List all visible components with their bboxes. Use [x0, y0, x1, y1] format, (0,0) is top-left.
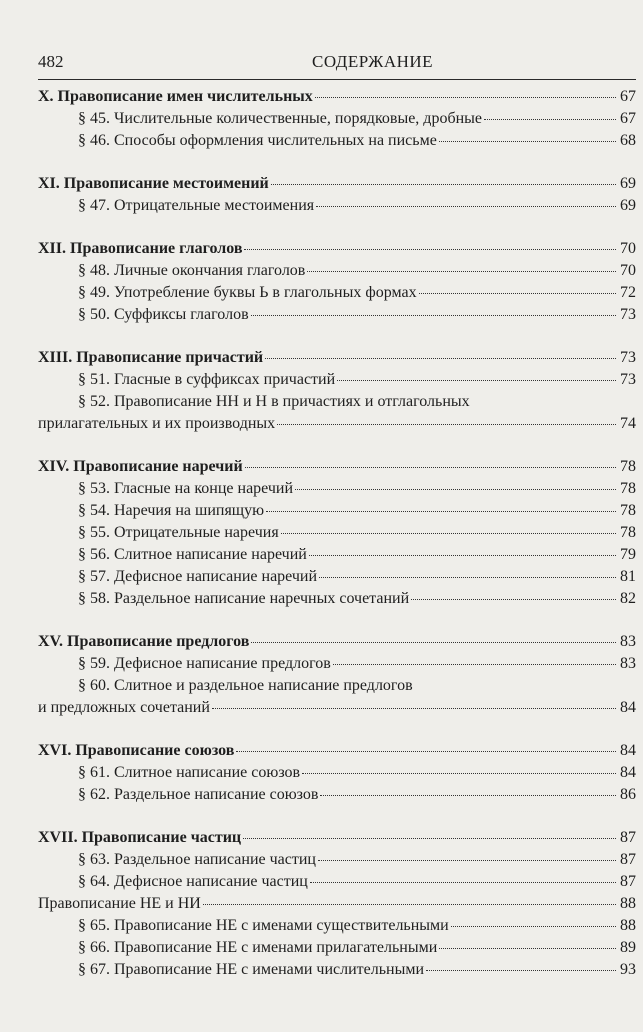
page-ref: 73	[620, 371, 636, 388]
dot-leader	[245, 466, 616, 468]
toc-entry[interactable]	[38, 544, 636, 566]
dot-leader	[337, 379, 616, 381]
chapter-title-text: XIII. Правописание причастий	[38, 349, 264, 366]
page-ref: 89	[620, 939, 636, 956]
page-ref: 67	[620, 88, 636, 105]
page-ref: 78	[620, 458, 636, 475]
dot-leader	[302, 772, 616, 774]
page-ref: 78	[620, 480, 636, 497]
table-of-contents	[38, 86, 636, 981]
page-ref: 73	[620, 349, 636, 366]
toc-entry[interactable]	[38, 675, 636, 697]
dot-leader	[318, 859, 616, 861]
dot-leader	[203, 903, 616, 905]
page-ref: 86	[620, 786, 636, 803]
dot-leader	[236, 750, 616, 752]
page-ref: 69	[620, 197, 636, 214]
entry-text: § 64. Дефисное написание частиц	[78, 873, 308, 890]
toc-section-xvi	[38, 740, 636, 806]
toc-chapter-title[interactable]	[38, 173, 636, 195]
chapter-title-text: XII. Правописание глаголов	[38, 240, 243, 257]
dot-leader	[243, 837, 616, 839]
toc-section-xiv	[38, 456, 636, 610]
dot-leader	[212, 707, 616, 709]
page-ref: 87	[620, 829, 636, 846]
toc-entry[interactable]	[38, 130, 636, 152]
entry-text: § 61. Слитное написание союзов	[78, 764, 301, 781]
dot-leader	[251, 641, 616, 643]
toc-entry[interactable]	[38, 522, 636, 544]
dot-leader	[411, 598, 616, 600]
chapter-title-text: XV. Правописание предлогов	[38, 633, 250, 650]
toc-section-x	[38, 86, 636, 152]
page-ref: 83	[620, 655, 636, 672]
page-ref: 84	[620, 742, 636, 759]
chapter-title-text: X. Правописание имен числительных	[38, 88, 313, 105]
dot-leader	[315, 96, 616, 98]
toc-chapter-title[interactable]	[38, 86, 636, 108]
page-ref: 84	[620, 764, 636, 781]
page-ref: 88	[620, 895, 636, 912]
toc-entry[interactable]	[38, 653, 636, 675]
dot-leader	[251, 314, 616, 316]
chapter-title-text: XVI. Правописание союзов	[38, 742, 235, 759]
entry-text: § 47. Отрицательные местоимения	[78, 197, 315, 214]
dot-leader	[277, 423, 616, 425]
toc-entry[interactable]	[38, 108, 636, 130]
page-ref: 87	[620, 873, 636, 890]
dot-leader	[426, 969, 616, 971]
toc-entry[interactable]	[38, 260, 636, 282]
page-ref: 84	[620, 699, 636, 716]
toc-entry[interactable]	[38, 282, 636, 304]
dot-leader	[281, 532, 616, 534]
toc-section-xi	[38, 173, 636, 217]
page-ref: 81	[620, 568, 636, 585]
chapter-title-text: XIV. Правописание наречий	[38, 458, 243, 475]
dot-leader	[310, 881, 616, 883]
entry-text: § 62. Раздельное написание союзов	[78, 786, 319, 803]
toc-chapter-title[interactable]	[38, 631, 636, 653]
toc-entry-continuation[interactable]	[38, 697, 636, 719]
toc-entry[interactable]	[38, 588, 636, 610]
entry-text: § 53. Гласные на конце наречий	[78, 480, 294, 497]
page-ref: 74	[620, 415, 636, 432]
toc-entry[interactable]	[38, 369, 636, 391]
toc-section-xvii	[38, 827, 636, 893]
entry-text: § 63. Раздельное написание частиц	[78, 851, 316, 868]
entry-text: § 48. Личные окончания глаголов	[78, 262, 306, 279]
entry-text: § 54. Наречия на шипящую	[78, 502, 265, 519]
dot-leader	[451, 925, 616, 927]
dot-leader	[271, 183, 616, 185]
page-ref: 69	[620, 175, 636, 192]
dot-leader	[295, 488, 616, 490]
dot-leader	[484, 118, 616, 120]
dot-leader	[316, 205, 616, 207]
page-ref: 87	[620, 851, 636, 868]
entry-text: § 58. Раздельное написание наречных сочетаний	[78, 590, 410, 607]
header-rule	[38, 79, 636, 80]
page-ref: 88	[620, 917, 636, 934]
entry-text: § 51. Гласные в суффиксах причастий	[78, 371, 336, 388]
page-header	[38, 50, 636, 74]
page-ref: 72	[620, 284, 636, 301]
page-ref: 78	[620, 524, 636, 541]
page-ref: 82	[620, 590, 636, 607]
running-title: СОДЕРЖАНИЕ	[312, 52, 434, 71]
dot-leader	[319, 576, 616, 578]
dot-leader	[266, 510, 616, 512]
toc-entry[interactable]	[38, 937, 636, 959]
dot-leader	[320, 794, 616, 796]
entry-text: § 50. Суффиксы глаголов	[78, 306, 249, 323]
toc-entry[interactable]	[38, 784, 636, 806]
toc-entry[interactable]	[38, 762, 636, 784]
page-ref: 93	[620, 961, 636, 978]
entry-text: прилагательных и их производных	[38, 415, 276, 432]
entry-text: § 66. Правописание НЕ с именами прилагательными	[78, 939, 438, 956]
toc-subsection-ne-ni	[38, 893, 636, 981]
toc-entry[interactable]	[38, 500, 636, 522]
page-ref: 83	[620, 633, 636, 650]
toc-entry[interactable]	[38, 304, 636, 326]
toc-chapter-title[interactable]	[38, 347, 636, 369]
entry-text: § 57. Дефисное написание наречий	[78, 568, 318, 585]
page-ref: 70	[620, 240, 636, 257]
chapter-title-text: XI. Правописание местоимений	[38, 175, 269, 192]
toc-entry[interactable]	[38, 959, 636, 981]
dot-leader	[244, 248, 616, 250]
entry-text: § 52. Правописание НН и Н в причастиях и отглагольных	[78, 393, 470, 410]
chapter-title-text: XVII. Правописание частиц	[38, 829, 242, 846]
toc-chapter-title[interactable]	[38, 238, 636, 260]
toc-subsection-title[interactable]	[38, 893, 636, 915]
toc-chapter-title[interactable]	[38, 827, 636, 849]
dot-leader	[419, 292, 616, 294]
page-number: 482	[38, 52, 64, 71]
dot-leader	[439, 947, 616, 949]
toc-section-xii	[38, 238, 636, 326]
toc-entry[interactable]	[38, 478, 636, 500]
entry-text: § 67. Правописание НЕ с именами числительными	[78, 961, 425, 978]
toc-entry[interactable]	[38, 915, 636, 937]
page-ref: 70	[620, 262, 636, 279]
entry-text: § 55. Отрицательные наречия	[78, 524, 279, 541]
dot-leader	[309, 554, 616, 556]
toc-chapter-title[interactable]	[38, 740, 636, 762]
toc-entry[interactable]	[38, 566, 636, 588]
entry-text: § 46. Способы оформления числительных на письме	[78, 132, 437, 149]
toc-chapter-title[interactable]	[38, 456, 636, 478]
entry-text: § 59. Дефисное написание предлогов	[78, 655, 331, 672]
entry-text: § 49. Употребление буквы Ь в глагольных формах	[78, 284, 417, 301]
toc-section-xiii	[38, 347, 636, 435]
page-ref: 67	[620, 110, 636, 127]
toc-entry[interactable]	[38, 195, 636, 217]
toc-section-xv	[38, 631, 636, 719]
page-ref: 78	[620, 502, 636, 519]
entry-text: и предложных сочетаний	[38, 699, 210, 716]
page-ref: 73	[620, 306, 636, 323]
dot-leader	[333, 663, 616, 665]
entry-text: § 60. Слитное и раздельное написание предлогов	[78, 677, 413, 694]
page-ref: 79	[620, 546, 636, 563]
toc-entry-continuation[interactable]	[38, 413, 636, 435]
toc-entry[interactable]	[38, 871, 636, 893]
dot-leader	[307, 270, 616, 272]
dot-leader	[265, 357, 616, 359]
entry-text: § 45. Числительные количественные, порядковые, дробные	[78, 110, 482, 127]
entry-text: § 56. Слитное написание наречий	[78, 546, 307, 563]
dot-leader	[439, 140, 616, 142]
page-ref: 68	[620, 132, 636, 149]
subsection-title-text: Правописание НЕ и НИ	[38, 895, 201, 912]
toc-entry[interactable]	[38, 849, 636, 871]
entry-text: § 65. Правописание НЕ с именами существительными	[78, 917, 449, 934]
toc-entry[interactable]	[38, 391, 636, 413]
